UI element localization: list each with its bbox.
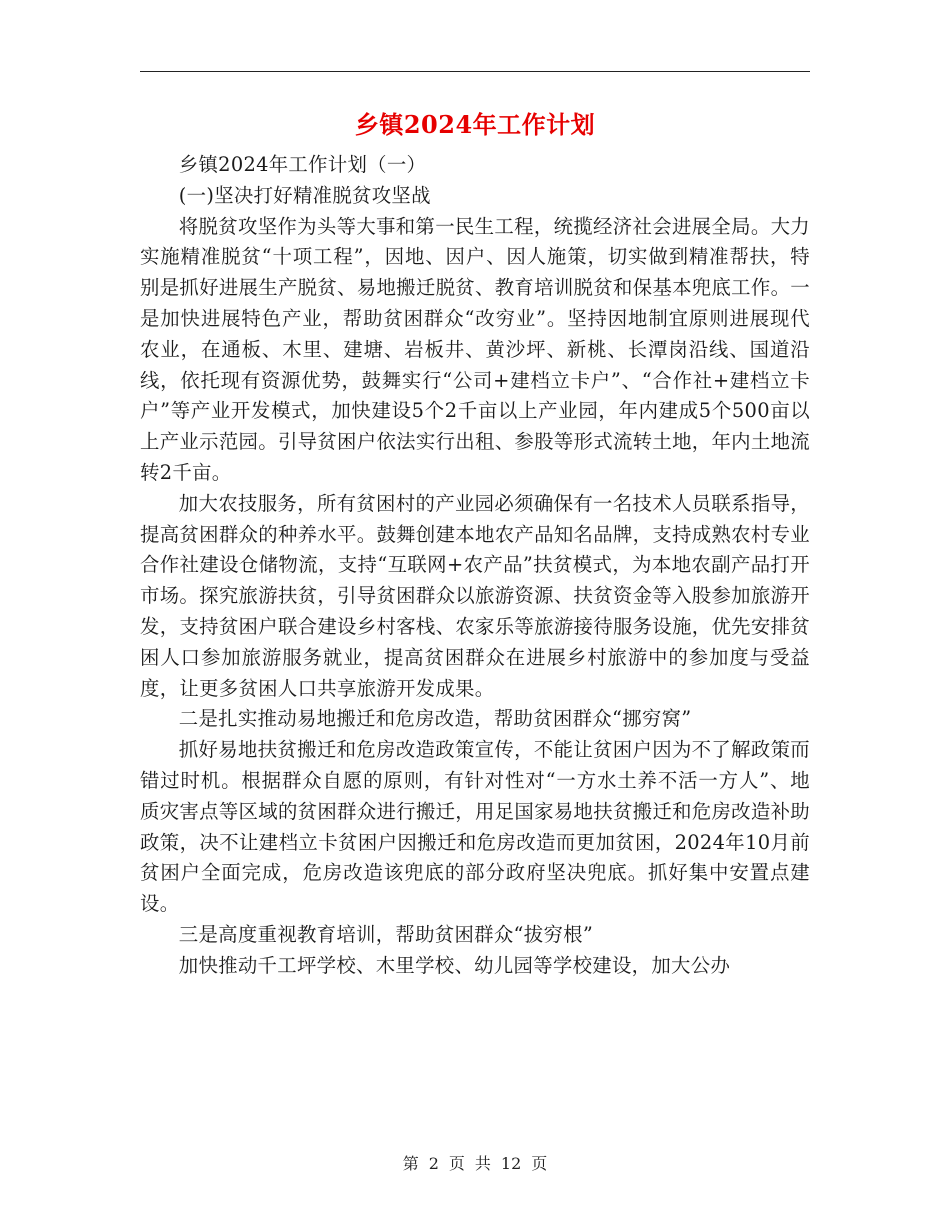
document-title: 乡镇2024年工作计划 — [354, 110, 596, 139]
paragraph: 加快推动千工坪学校、木里学校、幼儿园等学校建设，加大公办 — [178, 953, 731, 977]
paragraph: 加大农技服务，所有贫困村的产业园必须确保有一名技术人员联系指导，提高贫困群众的种养水平。鼓舞创建本地农产品知名品牌，支持成熟农村专业合作社建设仓储物流，支持“互联网+农产品”扶贫模式，为本地农副产品打开市场。探究旅游扶贫，引导贫困群众以旅游资源、扶贫资金等入股参加旅游开发，支持贫困户联合建设乡村客栈、农家乐等旅游接待服务设施，优先安排贫困人口参加旅游服务就业，提高贫困群众在进展乡村旅游中的参加度与受益度，让更多贫困人口共享旅游开发成果。 — [140, 491, 810, 700]
paragraph-section-heading: (一)坚决打好精准脱贫攻坚战 — [178, 183, 431, 207]
footer-di: 第 — [402, 1154, 419, 1173]
footer-ye: 页 — [531, 1154, 548, 1173]
paragraph: 将脱贫攻坚作为头等大事和第一民生工程，统揽经济社会进展全局。大力实施精准脱贫“十项工程”，因地、因户、因人施策，切实做到精准帮扶，特别是抓好进展生产脱贫、易地搬迁脱贫、教育培训脱贫和保基本兜底工作。一是加快进展特色产业，帮助贫困群众“改穷业”。坚持因地制宜原则进展现代农业，在通板、木里、建塘、岩板井、黄沙坪、新桃、长潭岗沿线、国道沿线，依托现有资源优势，鼓舞实行“公司+建档立卡户”、“合作社+建档立卡户”等产业开发模式，加快建设5个2千亩以上产业园，年内建成5个500亩以上产业示范园。引导贫困户依法实行出租、参股等形式流转土地，年内土地流转2千亩。 — [140, 214, 810, 484]
paragraph: 抓好易地扶贫搬迁和危房改造政策宣传，不能让贫困户因为不了解政策而错过时机。根据群众自愿的原则，有针对性对“一方水土养不活一方人”、地质灾害点等区域的贫困群众进行搬迁，用足国家易地扶贫搬迁和危房改造补助政策，决不让建档立卡贫困户因搬迁和危房改造而更加贫困，2024年10月前贫困户全面完成，危房改造该兜底的部分政府坚决兜底。抓好集中安置点建设。 — [140, 738, 810, 916]
footer-gong: 共 — [474, 1154, 491, 1173]
footer-current-page: 2 — [428, 1154, 439, 1173]
paragraph-subtitle: 乡镇2024年工作计划（一） — [178, 153, 427, 176]
footer-ye: 页 — [448, 1154, 465, 1173]
header-rule — [140, 71, 810, 72]
footer-total-pages: 12 — [500, 1154, 522, 1173]
paragraph-subheading: 二是扎实推动易地搬迁和危房改造，帮助贫困群众“挪穷窝” — [178, 707, 692, 731]
document-body — [140, 150, 810, 982]
paragraph-subheading: 三是高度重视教育培训，帮助贫困群众“拔穷根” — [178, 922, 594, 946]
page-footer — [0, 1153, 950, 1175]
